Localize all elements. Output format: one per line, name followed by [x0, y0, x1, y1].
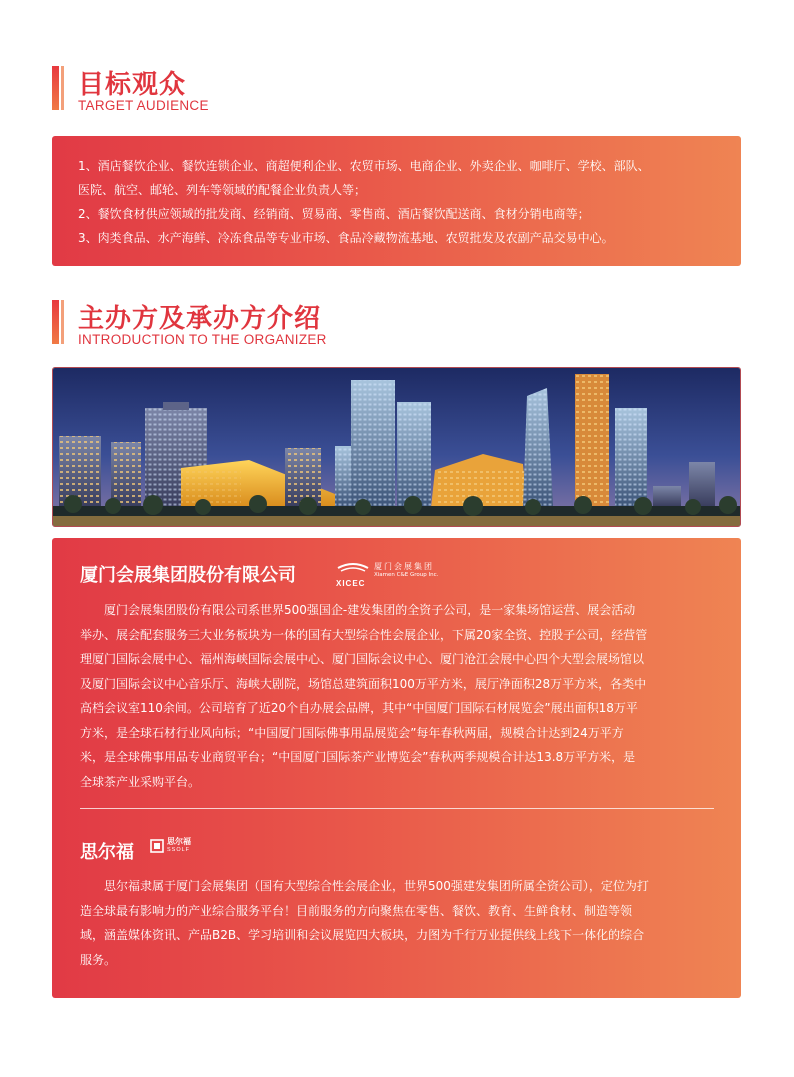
organizer-heading: [52, 298, 452, 352]
company1-line: 理厦门国际会展中心、福州海峡国际会展中心、厦门国际会议中心、厦门沧江会展中心四个大型会展场馆以: [80, 652, 645, 666]
section-title-cn: 目标观众: [78, 70, 187, 100]
audience-item: 3、肉类食品、水产海鲜、冷冻食品等专业市场、食品冷藏物流基地、农贸批发及农副产品交易中心。: [78, 231, 614, 245]
sef-logo-en: SSOLF: [167, 847, 191, 853]
heading-accent-bar-light: [61, 300, 64, 344]
heading-accent-bar-light: [61, 66, 64, 110]
xicec-mark-icon: [336, 562, 370, 580]
section-divider: [80, 808, 714, 809]
city-skyline-photo: [52, 367, 741, 527]
audience-list: [52, 136, 741, 250]
target-audience-heading: [52, 64, 352, 118]
sef-mark-icon: [150, 839, 164, 853]
company1-line: 高档会议室110余间。公司培育了近20个自办展会品牌，其中“中国厦门国际石材展览会”展出面积18万平: [80, 701, 638, 715]
section-title-en: TARGET AUDIENCE: [78, 98, 209, 113]
company1-line: 举办、展会配套服务三大业务板块为一体的国有大型综合性会展企业，下属20家全资、控股子公司，经营管: [80, 627, 648, 642]
skyline-illustration: [53, 368, 741, 527]
heading-accent-bar: [52, 66, 59, 110]
heading-accent-bar: [52, 300, 59, 344]
company2-line: 服务。: [80, 952, 117, 967]
company1-name: 厦门会展集团股份有限公司: [80, 565, 296, 586]
target-audience-card: [52, 136, 741, 266]
audience-item: 1、酒店餐饮企业、餐饮连锁企业、商超便利企业、农贸市场、电商企业、外卖企业、咖啡厅、学校、部队、: [78, 159, 650, 173]
audience-item: 2、餐饮食材供应领域的批发商、经销商、贸易商、零售商、酒店餐饮配送商、食材分销电商等；: [78, 207, 590, 221]
sef-logo: [150, 838, 191, 854]
company1-line: 厦门会展集团股份有限公司系世界500强国企-建发集团的全资子公司，是一家集场馆运营、展会活动: [104, 603, 636, 617]
sef-logo-cn: 思尔福: [167, 837, 191, 846]
section-title-en: INTRODUCTION TO THE ORGANIZER: [78, 332, 327, 347]
audience-item: 医院、航空、邮轮、列车等领域的配餐企业负责人等；: [78, 183, 367, 197]
xicec-logo-mark-text: XICEC: [336, 579, 366, 588]
company1-line: 及厦门国际会议中心音乐厅、海峡大剧院，场馆总建筑面积100万平方米，展厅净面积28万平方米，各类中: [80, 676, 647, 691]
xicec-logo-cn: 厦门会展集团: [374, 562, 434, 571]
xicec-logo: [336, 562, 438, 580]
xicec-logo-en: Xiamen C&E Group Inc.: [374, 572, 439, 578]
company2-name: 思尔福: [80, 842, 134, 863]
company2-line: 域，涵盖媒体资讯、产品B2B、学习培训和会议展览四大板块，力图为千行万业提供线上线下一体化的综合: [80, 928, 645, 942]
section-title-cn: 主办方及承办方介绍: [78, 304, 322, 334]
company1-line: 方米，是全球石材行业风向标；“中国厦门国际佛事用品展览会”每年春秋两届，规模合计达到24万平方: [80, 725, 624, 740]
company1-line: 米，是全球佛事用品专业商贸平台；“中国厦门国际茶产业博览会”春秋两季规模合计达13.8万平方米，是: [80, 750, 636, 764]
organizer-card: [52, 538, 741, 998]
company2-line: 思尔福隶属于厦门会展集团（国有大型综合性会展企业，世界500强建发集团所属全资公司），定位为打: [104, 879, 649, 893]
company2-line: 造全球最有影响力的产业综合服务平台！目前服务的方向聚焦在零售、餐饮、教育、生鲜食材、制造等领: [80, 903, 633, 918]
company1-line: 全球茶产业采购平台。: [80, 774, 201, 789]
